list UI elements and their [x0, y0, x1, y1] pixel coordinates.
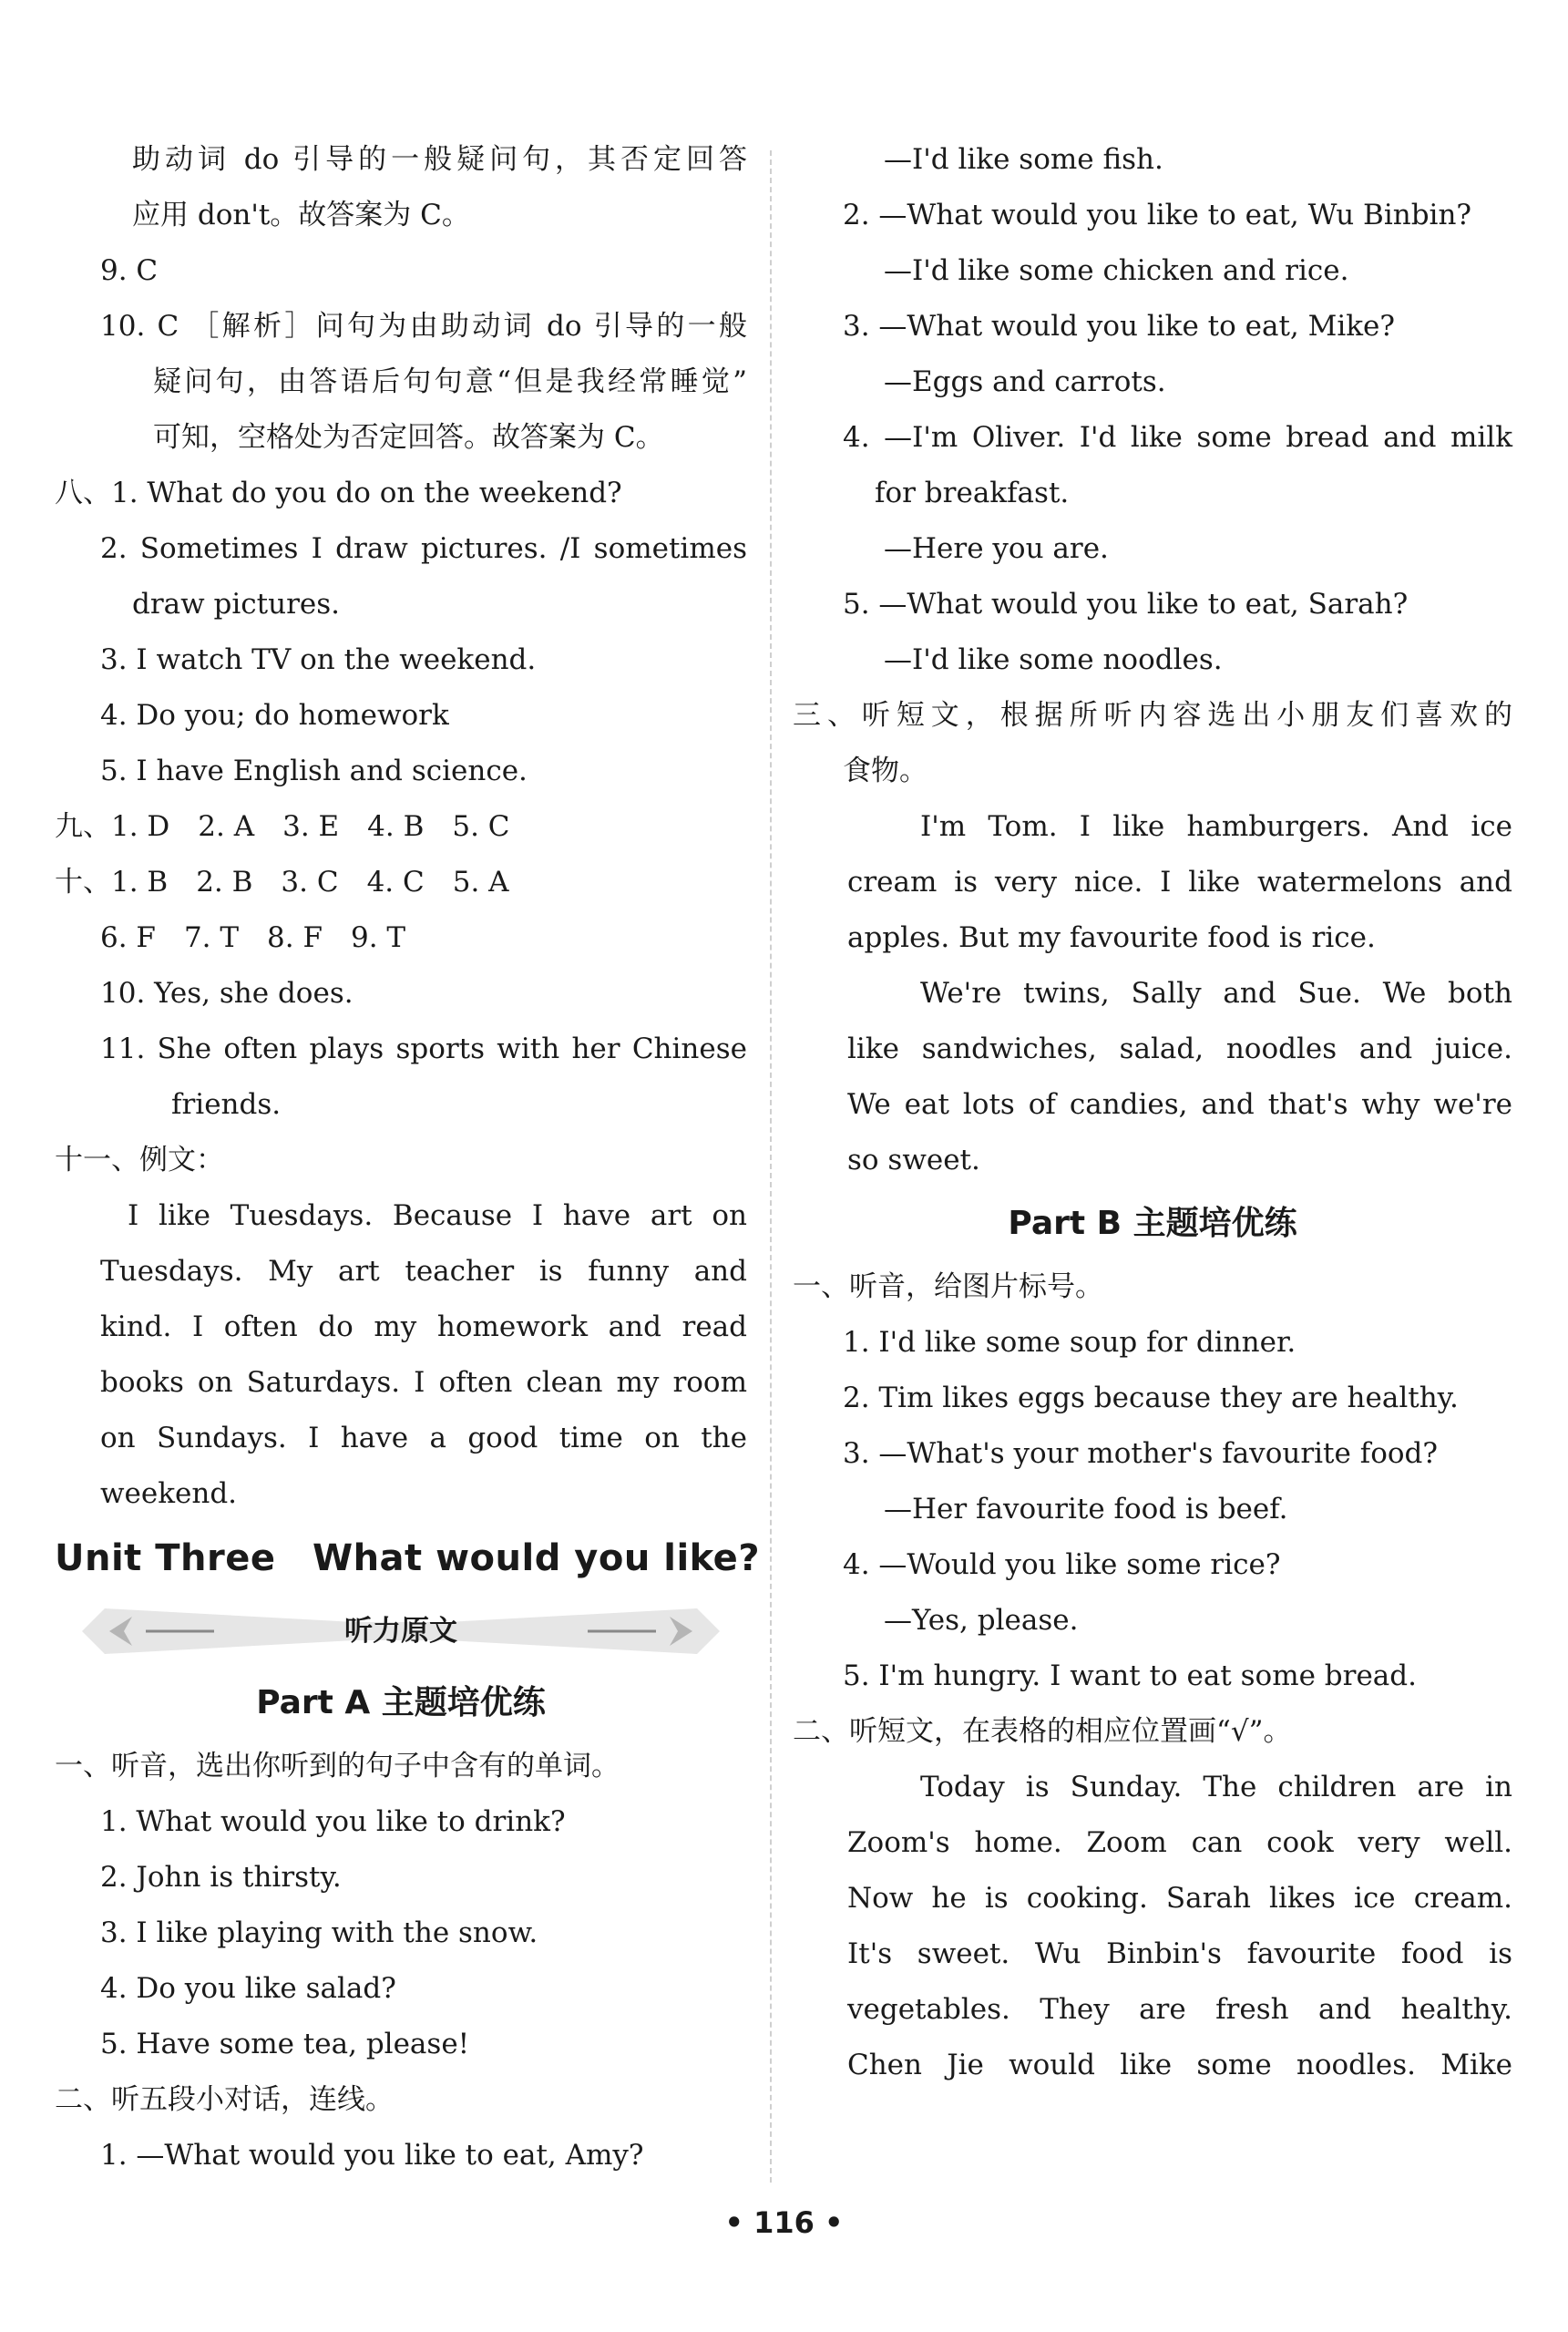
- dialogue-line: 5. —What would you like to eat, Sarah?: [843, 588, 1409, 621]
- passage-line: Now he is cooking. Sarah likes ice cream.: [847, 1882, 1512, 1915]
- list-item: 1. What would you like to drink?: [100, 1805, 566, 1838]
- list-item: 3. I like playing with the snow.: [100, 1916, 538, 1949]
- dialogue-line: —Eggs and carrots.: [884, 365, 1166, 398]
- list-item: 5. Have some tea, please!: [100, 2028, 470, 2060]
- dialogue-line: —I'd like some fish.: [884, 143, 1163, 176]
- section-a1-heading: 一、听音，选出你听到的句子中含有的单词。: [55, 1750, 620, 1782]
- dialogue-line: 1. —What would you like to eat, Amy?: [100, 2139, 644, 2172]
- text-line: 食物。: [843, 755, 927, 787]
- section-a2-heading: 二、听五段小对话，连线。: [55, 2083, 394, 2116]
- list-item: 2. John is thirsty.: [100, 1861, 342, 1894]
- section-10-answers-2: 6. F 7. T 8. F 9. T: [100, 921, 406, 954]
- page-number: • 116 •: [724, 2205, 844, 2240]
- essay-line: I like Tuesdays. Because I have art on: [128, 1199, 747, 1232]
- section-9-answers: 九、1. D 2. A 3. E 4. B 5. C: [55, 810, 510, 843]
- section-10-item-11: 11. She often plays sports with her Chinese: [100, 1032, 747, 1065]
- section-11-heading: 十一、例文：: [55, 1144, 224, 1176]
- passage-line: We eat lots of candies, and that's why we're: [847, 1088, 1512, 1121]
- section-8-item-3: 3. I watch TV on the weekend.: [100, 643, 537, 676]
- essay-line: books on Saturdays. I often clean my room: [100, 1366, 747, 1399]
- answer-9: 9. C: [100, 254, 159, 287]
- dialogue-line: —Here you are.: [884, 532, 1109, 565]
- passage-line: like sandwiches, salad, noodles and juice.: [847, 1032, 1512, 1065]
- section-b2-heading: 二、听短文，在表格的相应位置画“√”。: [793, 1715, 1292, 1748]
- text-line: friends.: [171, 1088, 282, 1121]
- list-item: 5. I'm hungry. I want to eat some bread.: [843, 1659, 1417, 1692]
- section-b1-heading: 一、听音，给图片标号。: [793, 1270, 1103, 1303]
- essay-line: on Sundays. I have a good time on the: [100, 1422, 747, 1454]
- section-8-item-1: 八、1. What do you do on the weekend?: [55, 477, 622, 509]
- section-8-item-4: 4. Do you; do homework: [100, 699, 449, 732]
- dialogue-line: 3. —What would you like to eat, Mike?: [843, 310, 1396, 343]
- list-item: 4. Do you like salad?: [100, 1972, 396, 2005]
- section-a3-heading: 三、听短文，根据所听内容选出小朋友们喜欢的: [793, 699, 1512, 732]
- essay-line: weekend.: [100, 1477, 238, 1510]
- dialogue-line: 4. —I'm Oliver. I'd like some bread and milk: [843, 421, 1512, 454]
- passage-line: so sweet.: [847, 1144, 980, 1176]
- passage-line: Zoom's home. Zoom can cook very well.: [847, 1826, 1512, 1859]
- list-item: 2. Tim likes eggs because they are healthy.: [843, 1382, 1459, 1414]
- passage-line: It's sweet. Wu Binbin's favourite food is: [847, 1937, 1512, 1970]
- section-10-item-10: 10. Yes, she does.: [100, 977, 354, 1010]
- part-a-heading: Part A 主题培优练: [256, 1684, 546, 1721]
- dialogue-line: —Her favourite food is beef.: [884, 1493, 1288, 1526]
- dialogue-line: —I'd like some chicken and rice.: [884, 254, 1349, 287]
- dialogue-line: 2. —What would you like to eat, Wu Binbin?: [843, 199, 1472, 231]
- section-8-item-5: 5. I have English and science.: [100, 755, 528, 787]
- essay-line: Tuesdays. My art teacher is funny and: [100, 1255, 747, 1288]
- text-line: 疑问句，由答语后句句意“但是我经常睡觉”: [153, 365, 747, 398]
- list-item: 4. —Would you like some rice?: [843, 1548, 1281, 1581]
- part-b-heading: Part B 主题培优练: [1008, 1205, 1297, 1242]
- section-10-answers: 十、1. B 2. B 3. C 4. C 5. A: [55, 866, 509, 899]
- passage-line: apples. But my favourite food is rice.: [847, 921, 1376, 954]
- right-column: [793, 132, 1512, 2093]
- dialogue-line: —I'd like some noodles.: [884, 643, 1223, 676]
- passage-line: Chen Jie would like some noodles. Mike: [847, 2049, 1512, 2081]
- text-line: 应用 don't。故答案为 C。: [132, 199, 470, 231]
- list-item: 1. I'd like some soup for dinner.: [843, 1326, 1296, 1359]
- banner-title: 听力原文: [344, 1615, 457, 1648]
- passage-line: cream is very nice. I like watermelons and: [847, 866, 1512, 899]
- essay-line: kind. I often do my homework and read: [100, 1310, 747, 1343]
- dialogue-line: —Yes, please.: [884, 1604, 1079, 1637]
- unit-title: Unit Three What would you like?: [55, 1537, 761, 1579]
- left-column: [55, 132, 761, 2183]
- passage-line: Today is Sunday. The children are in: [920, 1771, 1512, 1803]
- text-line: 助动词 do 引导的一般疑问句，其否定回答: [132, 143, 747, 176]
- section-8-item-2: 2. Sometimes I draw pictures. /I sometimes: [100, 532, 747, 565]
- text-line: 可知，空格处为否定回答。故答案为 C。: [153, 421, 664, 454]
- list-item: 3. —What's your mother's favourite food?: [843, 1437, 1438, 1470]
- text-line: draw pictures.: [132, 588, 341, 621]
- passage-line: We're twins, Sally and Sue. We both: [920, 977, 1512, 1010]
- section-banner: [55, 1595, 747, 1668]
- dialogue-line: for breakfast.: [875, 477, 1070, 509]
- column-divider: [770, 150, 772, 2183]
- answer-10: 10. C ［解析］问句为由助动词 do 引导的一般: [100, 310, 747, 343]
- passage-line: vegetables. They are fresh and healthy.: [847, 1993, 1512, 2026]
- passage-line: I'm Tom. I like hamburgers. And ice: [920, 810, 1512, 843]
